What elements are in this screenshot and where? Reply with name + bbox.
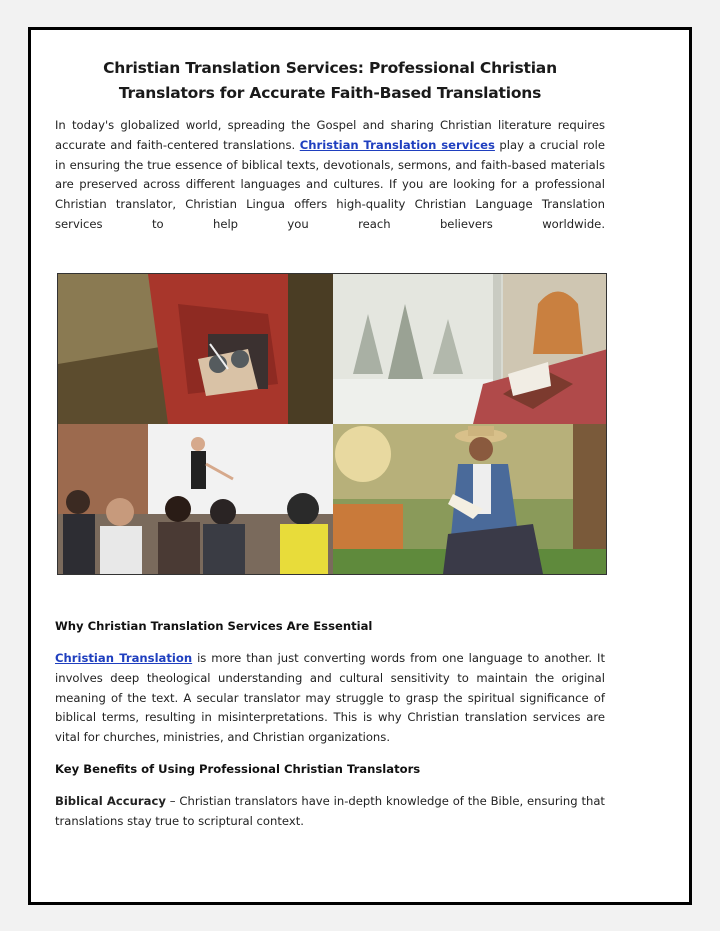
benefit-text: – Christian translators have in-depth knowledge of the Bible, ensuring that translations stay true to scriptural context.: [55, 794, 605, 828]
intro-text-start: In today's globalized world, spreading the Gospel and sharing Christian literature requires accurate and faith-centered translations.: [55, 118, 605, 152]
christian-translation-link[interactable]: Christian Translation: [55, 651, 193, 665]
photo-writing-notebook: [58, 274, 333, 424]
benefit-label: Biblical Accuracy: [55, 794, 166, 808]
intro-text-end: play a crucial role in ensuring the true essence of biblical texts, devotionals, sermons, and faith-based materials are preserved across different languages and cultures. If you are looking for a professional Christian translator, Christian Lingua offers high-quality Christian Language Translation services to help you reach believers worldwide.: [55, 137, 605, 231]
benefit-item-biblical-accuracy: [55, 792, 605, 832]
main-content: [55, 56, 605, 235]
section-heading-why: Why Christian Translation Services Are Essential: [55, 619, 373, 633]
christian-translation-services-link[interactable]: Christian Translation services: [299, 137, 495, 152]
photo-group-teaching: [58, 424, 333, 574]
photo-collage: [57, 273, 607, 575]
page-title: Christian Translation Services: Professional Christian Translators for Accurate Faith-Based Translations: [103, 59, 557, 102]
section1-text: is more than just converting words from one language to another. It involves deep theological understanding and cultural sensitivity to maintain the original meaning of the text. A secular translator may struggle to grasp the spiritual significance of biblical terms, resulting in misinterpretations. This is why Christian translation services are vital for churches, ministries, and Christian organizations.: [55, 651, 606, 745]
section-heading-benefits: Key Benefits of Using Professional Christian Translators: [55, 762, 421, 776]
intro-paragraph: [55, 116, 605, 235]
section1-paragraph: [55, 649, 605, 748]
photo-reading-by-window: [333, 274, 607, 424]
photo-reading-outdoors: [333, 424, 607, 574]
